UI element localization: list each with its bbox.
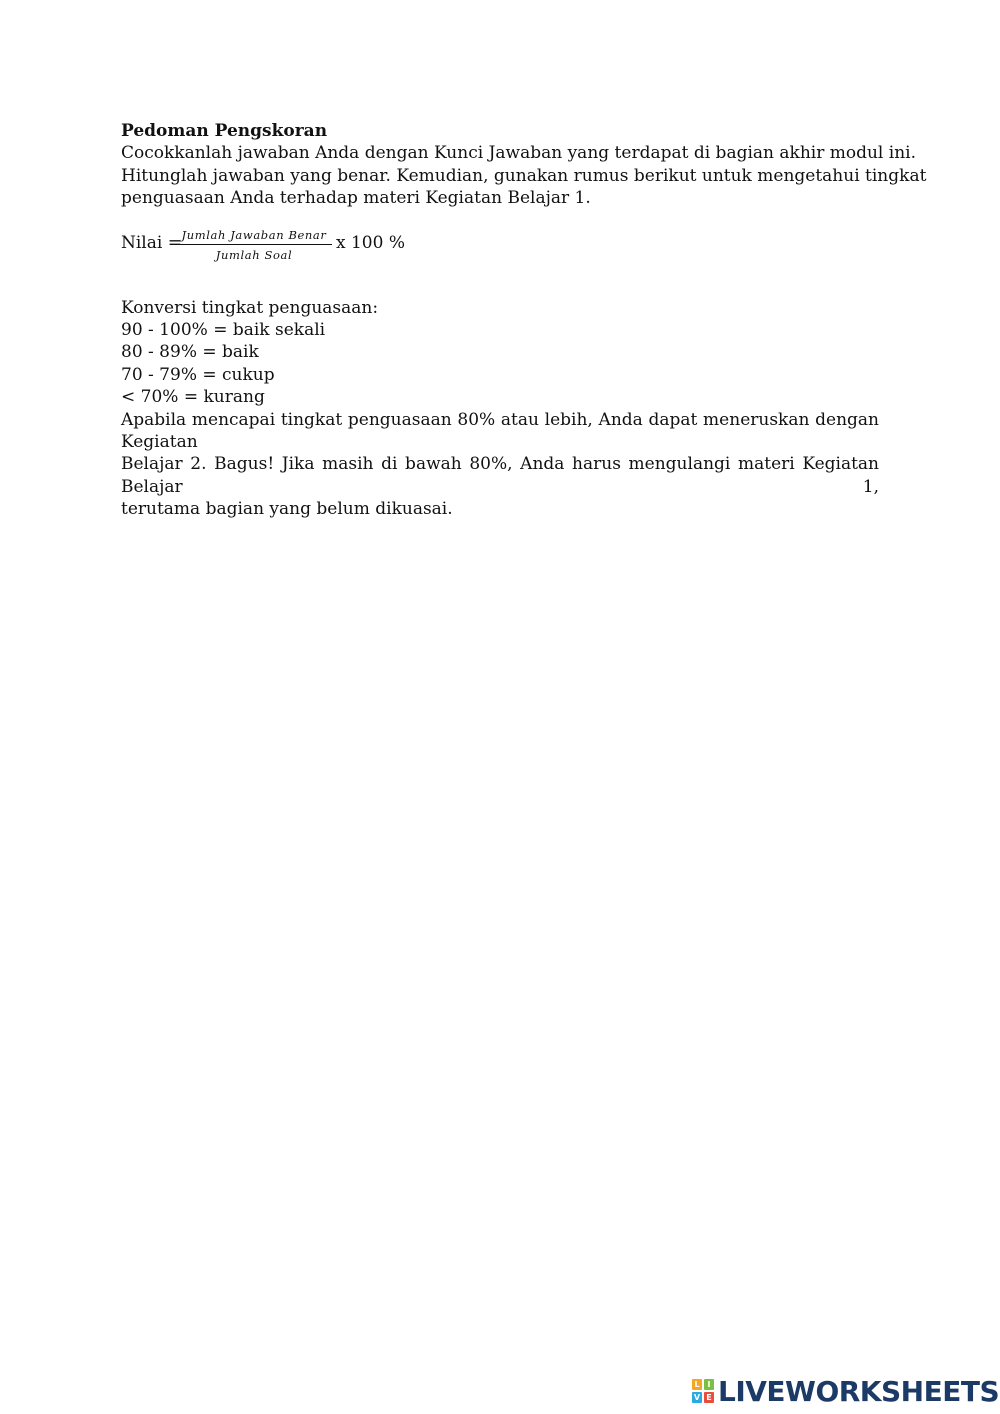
intro-line-1: Cocokkanlah jawaban Anda dengan Kunci Jawaban yang terdapat di bagian akhir modul ini. bbox=[121, 143, 916, 164]
conversion-item: < 70% = kurang bbox=[121, 387, 265, 408]
conversion-item: 90 - 100% = baik sekali bbox=[121, 320, 326, 341]
formula-rhs: x 100 % bbox=[336, 232, 405, 253]
conversion-item: 80 - 89% = baik bbox=[121, 342, 259, 363]
logo-tile: V bbox=[693, 1393, 701, 1402]
logo-tile: L bbox=[692, 1379, 702, 1390]
logo-tile: I bbox=[704, 1379, 714, 1390]
conversion-section bbox=[121, 297, 879, 409]
conversion-item: 70 - 79% = cukup bbox=[121, 364, 275, 385]
logo-wordmark: LIVEWORKSHEETS bbox=[718, 1374, 1000, 1408]
formula-fraction bbox=[176, 228, 332, 262]
page-title: Pedoman Pengskoran bbox=[121, 121, 328, 141]
logo-mark-icon bbox=[692, 1379, 714, 1403]
formula-lhs: Nilai = bbox=[121, 232, 182, 253]
liveworksheets-logo bbox=[692, 1376, 999, 1406]
intro-line-3: penguasaan Anda terhadap materi Kegiatan Belajar 1. bbox=[121, 188, 591, 209]
formula-denominator: Jumlah Soal bbox=[215, 247, 293, 262]
formula-numerator: Jumlah Jawaban Benar bbox=[176, 228, 332, 245]
conversion-title: Konversi tingkat penguasaan: bbox=[121, 297, 379, 318]
closing-line-2: Belajar 2. Bagus! Jika masih di bawah 80%, Anda harus mengulangi materi Kegiatan Belajar 1, bbox=[121, 454, 879, 497]
closing-paragraph bbox=[121, 409, 879, 521]
intro-line-2: Hitunglah jawaban yang benar. Kemudian, gunakan rumus berikut untuk mengetahui tingkat bbox=[121, 165, 927, 186]
score-formula bbox=[121, 227, 879, 272]
document-page bbox=[121, 120, 927, 521]
closing-line-1: Apabila mencapai tingkat penguasaan 80% atau lebih, Anda dapat meneruskan dengan Kegiatan bbox=[121, 409, 879, 453]
closing-line-3: terutama bagian yang belum dikuasai. bbox=[121, 499, 453, 520]
logo-tile: E bbox=[704, 1392, 714, 1403]
